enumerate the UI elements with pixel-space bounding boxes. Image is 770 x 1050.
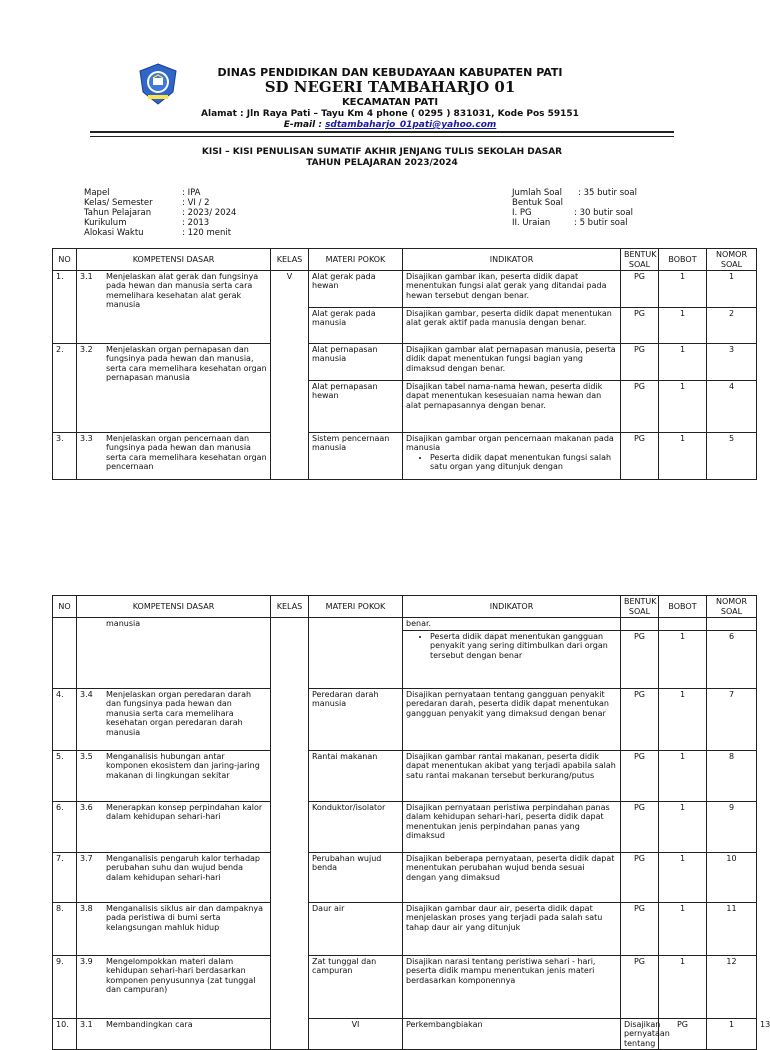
cell-bentuk: PG [659, 1019, 707, 1050]
cell-kelas [271, 618, 309, 1050]
cell-bobot: 1 [659, 903, 707, 956]
kisi-table-2 [52, 595, 770, 1050]
cell-materi: Alat pernapasan manusia [309, 344, 403, 381]
cell-kelas: V [271, 271, 309, 480]
cell-kompetensi [77, 618, 271, 689]
info-label: II. Uraian [512, 218, 551, 228]
cell-nomor: 9 [707, 802, 757, 853]
info-value: : VI / 2 [182, 198, 210, 208]
cell-bentuk: PG [621, 802, 659, 853]
kd-wrap [80, 752, 267, 780]
column-header-nomor: NOMOR SOAL [707, 249, 757, 271]
table-header [53, 249, 757, 271]
column-header-kd: KOMPETENSI DASAR [77, 249, 271, 271]
info-label: I. PG [512, 208, 532, 218]
info-value: : 35 butir soal [578, 188, 637, 198]
column-header-kd: KOMPETENSI DASAR [77, 596, 271, 618]
column-header-indikator: INDIKATOR [403, 249, 621, 271]
kd-text: Menjelaskan organ pernapasan dan fungsinya pada hewan dan manusia, serta cara memelihara kesehatan organ pernapasan manusia [106, 345, 267, 383]
indikator-bullet: • Peserta didik dapat menentukan gangguan penyakit yang sering ditimbulkan dari organ tersebut dengan benar [430, 632, 617, 660]
subject-info [84, 188, 236, 238]
info-label: Kurikulum [84, 218, 127, 228]
cell-materi: Perkembangbiakan [403, 1019, 621, 1050]
table-body [53, 271, 757, 480]
cell-no: 9. [53, 956, 77, 1019]
info-label: Tahun Pelajaran [84, 208, 152, 218]
cell-materi: Zat tunggal dan campuran [309, 956, 403, 1019]
cell-kompetensi [77, 751, 271, 802]
cell-indikator [403, 618, 621, 631]
info-row [512, 208, 637, 218]
column-header-no: NO [53, 596, 77, 618]
header-row [53, 249, 757, 271]
table-row [53, 689, 757, 751]
info-row [84, 198, 236, 208]
indikator-text: Disajikan gambar rantai makanan, peserta didik dapat menentukan akibat yang terjadi apabila salah satu rantai makanan tersebut berkurang/putus [406, 752, 616, 780]
kd-wrap [80, 690, 267, 737]
info-value: : IPA [182, 188, 201, 198]
info-row [84, 188, 236, 198]
column-header-bentuk: BENTUK SOAL [621, 596, 659, 618]
kd-text: Menganalisis hubungan antar komponen ekosistem dan jaring-jaring makanan di lingkungan sekitar [106, 752, 260, 780]
info-label: Jumlah Soal [512, 188, 562, 198]
question-info [512, 188, 637, 228]
kd-code: 3.8 [80, 904, 93, 913]
info-row [512, 198, 637, 208]
table-row [53, 853, 757, 903]
table-body [53, 618, 770, 1050]
cell-bentuk: PG [621, 689, 659, 751]
indikator-bullet: • Peserta didik dapat menentukan fungsi salah satu organ yang ditunjuk dengan [430, 453, 617, 472]
cell-indikator [403, 308, 621, 344]
cell-no: 7. [53, 853, 77, 903]
table-row [53, 344, 757, 381]
column-header-bobot: BOBOT [659, 596, 707, 618]
cell-indikator [403, 381, 621, 433]
cell-indikator [403, 903, 621, 956]
cell-bentuk: PG [621, 853, 659, 903]
indikator-text: Disajikan gambar organ pencernaan makanan pada manusia [406, 434, 614, 453]
kd-wrap [80, 272, 267, 310]
cell-kompetensi [77, 1019, 271, 1050]
cell-bobot: 1 [659, 853, 707, 903]
cell-no: 4. [53, 689, 77, 751]
cell-kelas: VI [309, 1019, 403, 1050]
indikator-text: Disajikan pernyataan tentang gangguan penyakit peredaran darah, peserta didik dapat menentukan gangguan penyakit yang dimaksud dengan benar [406, 690, 609, 718]
info-row [84, 218, 236, 228]
cell-bentuk: PG [621, 956, 659, 1019]
kd-code: 3.7 [80, 854, 93, 863]
header-rule-thick [90, 131, 674, 133]
email-label: E-mail : [283, 120, 326, 130]
column-header-no: NO [53, 249, 77, 271]
cell-kompetensi [77, 903, 271, 956]
kd-text: Menjelaskan organ pencernaan dan fungsinya pada hewan dan manusia serta cara memelihara kesehatan organ pencernaan [106, 434, 267, 472]
cell-indikator [403, 689, 621, 751]
kd-text: Menganalisis pengaruh kalor terhadap perubahan suhu dan wujud benda dalam kehidupan sehari-hari [106, 854, 260, 882]
cell-kompetensi [77, 853, 271, 903]
cell-indikator [403, 956, 621, 1019]
kd-code: 3.9 [80, 957, 93, 966]
cell-bentuk: PG [621, 271, 659, 308]
cell-materi: Konduktor/isolator [309, 802, 403, 853]
kd-code: 3.6 [80, 803, 93, 812]
agency-name: DINAS PENDIDIKAN DAN KEBUDAYAAN KABUPATEN PATI [217, 66, 563, 79]
cell-no: 1. [53, 271, 77, 344]
kd-wrap [80, 854, 267, 882]
kd-code: 3.1 [80, 272, 93, 281]
cell-bentuk: PG [621, 433, 659, 480]
info-row [84, 208, 236, 218]
cell-bentuk: PG [621, 344, 659, 381]
cell-materi [309, 618, 403, 689]
cell-bobot: 1 [659, 433, 707, 480]
cell-bentuk [621, 618, 659, 631]
indikator-text: Disajikan gambar ikan, peserta didik dapat menentukan fungsi alat gerak yang ditandai pada hewan tersebut dengan benar. [406, 272, 607, 300]
school-logo [136, 62, 180, 106]
cell-indikator [403, 344, 621, 381]
indikator-text: Disajikan pernyataan peristiwa perpindahan panas dalam kehidupan sehari-hari, peserta didik dapat menentukan jenis perpindahan panas yang dimaksud [406, 803, 610, 841]
school-address: Alamat : Jln Raya Pati – Tayu Km 4 phone ( 0295 ) 831031, Kode Pos 59151 [201, 109, 579, 119]
kd-wrap [80, 619, 267, 628]
info-label: Mapel [84, 188, 110, 198]
column-header-nomor: NOMOR SOAL [707, 596, 757, 618]
cell-bentuk: PG [621, 381, 659, 433]
kd-text: Menjelaskan alat gerak dan fungsinya pada hewan dan manusia serta cara memelihara kesehatan alat gerak manusia [106, 272, 259, 310]
cell-no: 2. [53, 344, 77, 433]
cell-bobot: 1 [659, 689, 707, 751]
cell-kompetensi [77, 433, 271, 480]
cell-nomor: 11 [707, 903, 757, 956]
info-row [512, 218, 637, 228]
cell-bobot: 1 [707, 1019, 757, 1050]
kd-text: Membandingkan cara [106, 1020, 193, 1029]
email-link[interactable]: sdtambaharjo_01pati@yahoo.com [325, 120, 497, 130]
document-title: KISI – KISI PENULISAN SUMATIF AKHIR JENJANG TULIS SEKOLAH DASAR [201, 147, 563, 157]
kd-text: Menganalisis siklus air dan dampaknya pada peristiwa di bumi serta kelangsungan mahluk hidup [106, 904, 264, 932]
cell-nomor: 7 [707, 689, 757, 751]
cell-materi: Alat gerak pada manusia [309, 308, 403, 344]
school-email-line [170, 120, 610, 130]
cell-materi: Sistem pencernaan manusia [309, 433, 403, 480]
header-row [53, 596, 757, 618]
info-value: : 30 butir soal [574, 208, 633, 218]
cell-bobot: 1 [659, 631, 707, 689]
indikator-list [406, 453, 617, 472]
column-header-indikator: INDIKATOR [403, 596, 621, 618]
table-row [53, 903, 757, 956]
table-row [53, 618, 757, 631]
table-header [53, 596, 757, 618]
cell-no [53, 618, 77, 689]
cell-bobot: 1 [659, 956, 707, 1019]
info-label: Bentuk Soal [512, 198, 563, 208]
kd-wrap [80, 345, 267, 383]
cell-no: 5. [53, 751, 77, 802]
indikator-text: Disajikan narasi tentang peristiwa sehari - hari, peserta didik mampu menentukan jenis materi berdasarkan komponennya [406, 957, 596, 985]
kd-text: Menerapkan konsep perpindahan kalor dalam kehidupan sehari-hari [106, 803, 263, 822]
column-header-bentuk: BENTUK SOAL [621, 249, 659, 271]
cell-indikator [403, 631, 621, 689]
column-header-bobot: BOBOT [659, 249, 707, 271]
indikator-text: Disajikan gambar daur air, peserta didik dapat menjelaskan proses yang terjadi pada salah satu tahap daur air yang ditunjuk [406, 904, 603, 932]
kd-wrap [80, 904, 267, 932]
header-rule-thin [90, 136, 674, 137]
district-name: KECAMATAN PATI [341, 97, 439, 108]
kd-code: 3.2 [80, 345, 93, 354]
cell-no: 10. [53, 1019, 77, 1050]
cell-materi: Perubahan wujud benda [309, 853, 403, 903]
cell-materi: Alat gerak pada hewan [309, 271, 403, 308]
cell-bentuk: PG [621, 751, 659, 802]
cell-indikator [403, 271, 621, 308]
info-row [512, 188, 637, 198]
cell-indikator [403, 751, 621, 802]
info-value: : 5 butir soal [574, 218, 628, 228]
kd-wrap [80, 803, 267, 822]
cell-materi: Peredaran darah manusia [309, 689, 403, 751]
cell-nomor: 2 [707, 308, 757, 344]
table-row [53, 956, 757, 1019]
cell-materi: Rantai makanan [309, 751, 403, 802]
cell-nomor: 12 [707, 956, 757, 1019]
cell-kompetensi [77, 956, 271, 1019]
kd-wrap [80, 957, 267, 995]
info-value: : 2013 [182, 218, 210, 228]
cell-indikator [403, 802, 621, 853]
info-value: : 120 menit [182, 228, 232, 238]
cell-no: 8. [53, 903, 77, 956]
cell-nomor: 4 [707, 381, 757, 433]
cell-indikator [403, 853, 621, 903]
kd-text: Menjelaskan organ peredaran darah dan fungsinya pada hewan dan manusia serta cara memelihara kesehatan organ peredaran darah manusia [106, 690, 252, 737]
kd-code: 3.5 [80, 752, 93, 761]
indikator-text: benar. [406, 619, 432, 628]
cell-materi: Alat pernapasan hewan [309, 381, 403, 433]
cell-bobot: 1 [659, 271, 707, 308]
column-header-materi: MATERI POKOK [309, 249, 403, 271]
cell-kompetensi [77, 344, 271, 433]
cell-kompetensi [77, 689, 271, 751]
kd-wrap [80, 1020, 267, 1029]
indikator-list [406, 632, 617, 660]
table-row [53, 751, 757, 802]
table-row [53, 802, 757, 853]
indikator-text: Disajikan pernyataan tentang [624, 1020, 670, 1048]
cell-materi: Daur air [309, 903, 403, 956]
cell-bentuk: PG [621, 308, 659, 344]
cell-indikator [403, 433, 621, 480]
cell-bobot [659, 618, 707, 631]
kd-code: 3.4 [80, 690, 93, 699]
school-name: SD NEGERI TAMBAHARJO 01 [264, 78, 516, 96]
indikator-text: Disajikan beberapa pernyataan, peserta didik dapat menentukan perubahan wujud benda sesuai dengan yang dimaksud [406, 854, 615, 882]
table-row [53, 271, 757, 308]
cell-indikator [621, 1019, 670, 1050]
column-header-kelas: KELAS [271, 596, 309, 618]
kd-text: manusia [106, 619, 141, 628]
cell-nomor: 10 [707, 853, 757, 903]
kd-code [80, 619, 106, 628]
cell-bobot: 1 [659, 344, 707, 381]
document-year: TAHUN PELAJARAN 2023/2024 [306, 158, 458, 168]
cell-nomor: 3 [707, 344, 757, 381]
indikator-text: Disajikan gambar alat pernapasan manusia, peserta didik dapat menentukan fungsi bagian yang dimaksud dengan benar. [406, 345, 616, 373]
cell-bobot: 1 [659, 751, 707, 802]
column-header-kelas: KELAS [271, 249, 309, 271]
table-row [53, 433, 757, 480]
cell-nomor: 5 [707, 433, 757, 480]
cell-no: 3. [53, 433, 77, 480]
kd-code: 3.3 [80, 434, 93, 443]
cell-bentuk: PG [621, 631, 659, 689]
cell-nomor: 1 [707, 271, 757, 308]
cell-kompetensi [77, 271, 271, 344]
cell-kompetensi [77, 802, 271, 853]
indikator-text: Disajikan gambar, peserta didik dapat menentukan alat gerak aktif pada manusia dengan benar. [406, 309, 612, 328]
info-row [84, 228, 236, 238]
cell-nomor [707, 618, 757, 631]
kd-text: Mengelompokkan materi dalam kehidupan sehari-hari berdasarkan komponen penyusunnya (zat tunggal dan campuran) [106, 957, 256, 995]
cell-bentuk: PG [621, 903, 659, 956]
info-label: Kelas/ Semester [84, 198, 153, 208]
column-header-materi: MATERI POKOK [309, 596, 403, 618]
table-row: 10. 3.1 Membandingkan cara VI Perkembangbiakan Disajikan pernyataan tentang PG 1 13 [53, 1019, 757, 1050]
info-value: : 2023/ 2024 [182, 208, 237, 218]
kisi-table-1 [52, 248, 757, 480]
info-label: Alokasi Waktu [84, 228, 144, 238]
kd-wrap [80, 434, 267, 472]
cell-bobot: 1 [659, 308, 707, 344]
kd-code: 3.1 [80, 1020, 93, 1029]
cell-nomor: 8 [707, 751, 757, 802]
cell-bobot: 1 [659, 381, 707, 433]
indikator-text: Disajikan tabel nama-nama hewan, peserta didik dapat menentukan kesesuaian nama hewan dan alat pernapasannya dengan benar. [406, 382, 603, 410]
cell-no: 6. [53, 802, 77, 853]
cell-nomor: 6 [707, 631, 757, 689]
cell-bobot: 1 [659, 802, 707, 853]
